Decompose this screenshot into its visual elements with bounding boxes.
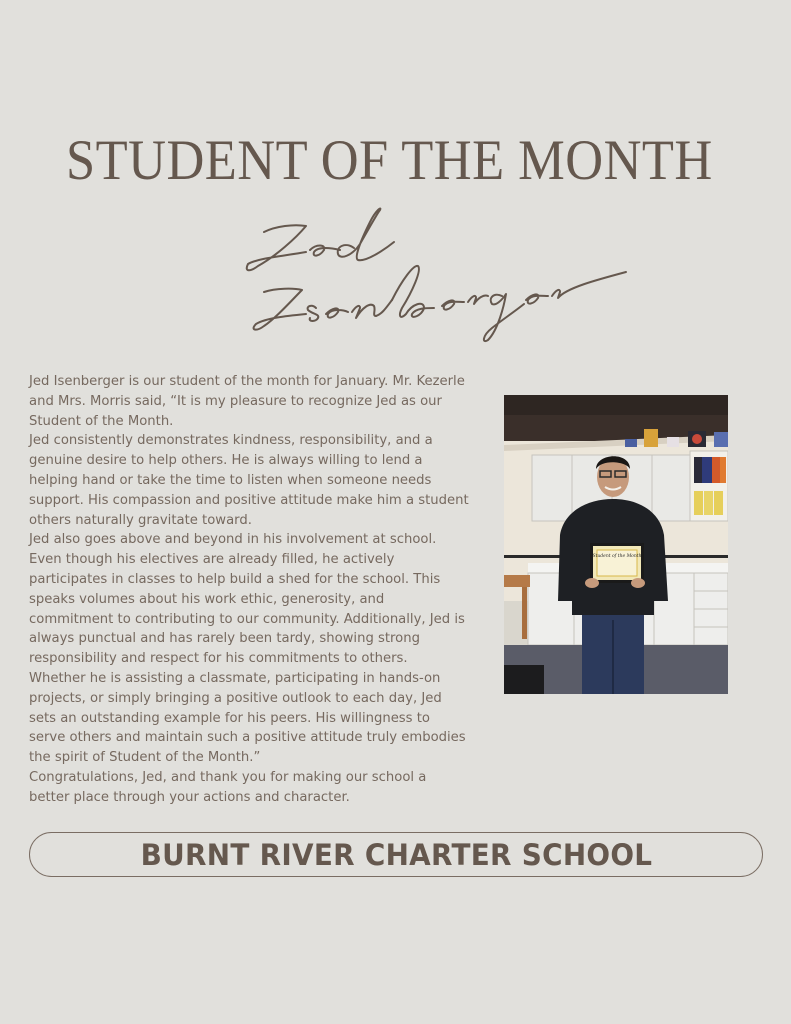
svg-text:Student of the Month: Student of the Month <box>592 554 642 559</box>
article-paragraph: Whether he is assisting a classmate, participating in hands-on projects, or simply bringing a positive outlook to each day, Jed sets an outstanding example for his peers. His willingness to serve others and maintain such a positive attitude truly embodies the spirit of Student of the Month.” <box>29 670 466 766</box>
page-title: STUDENT OF THE MONTH <box>66 129 713 192</box>
photo-illustration <box>504 395 728 694</box>
article-body <box>29 372 469 808</box>
article-paragraph: Congratulations, Jed, and thank you for making our school a better place through your actions and character. <box>29 769 427 805</box>
script-name-graphic <box>236 200 636 340</box>
school-name: BURNT RIVER CHARTER SCHOOL <box>140 837 652 872</box>
article-paragraph: Jed consistently demonstrates kindness, responsibility, and a genuine desire to help others. He is always willing to lend a helping hand or take the time to listen when someone needs support. His compassion and positive attitude make him a student others naturally gravitate toward. <box>29 433 469 528</box>
school-name-banner <box>29 832 763 877</box>
student-name-signature <box>236 200 636 340</box>
article-paragraph: Jed Isenberger is our student of the month for January. Mr. Kezerle and Mrs. Morris said, “It is my pleasure to recognize Jed as our Student of the Month. <box>29 374 465 429</box>
student-photo <box>504 395 728 694</box>
article-paragraph: Jed also goes above and beyond in his involvement at school. Even though his electives are already filled, he actively participates in classes to help build a shed for the school. This speaks volumes about his work ethic, generosity, and commitment to contributing to our community. Additionally, Jed is always punctual and has rarely been tardy, showing strong responsibility and respect for his commitments to others. <box>29 532 465 667</box>
